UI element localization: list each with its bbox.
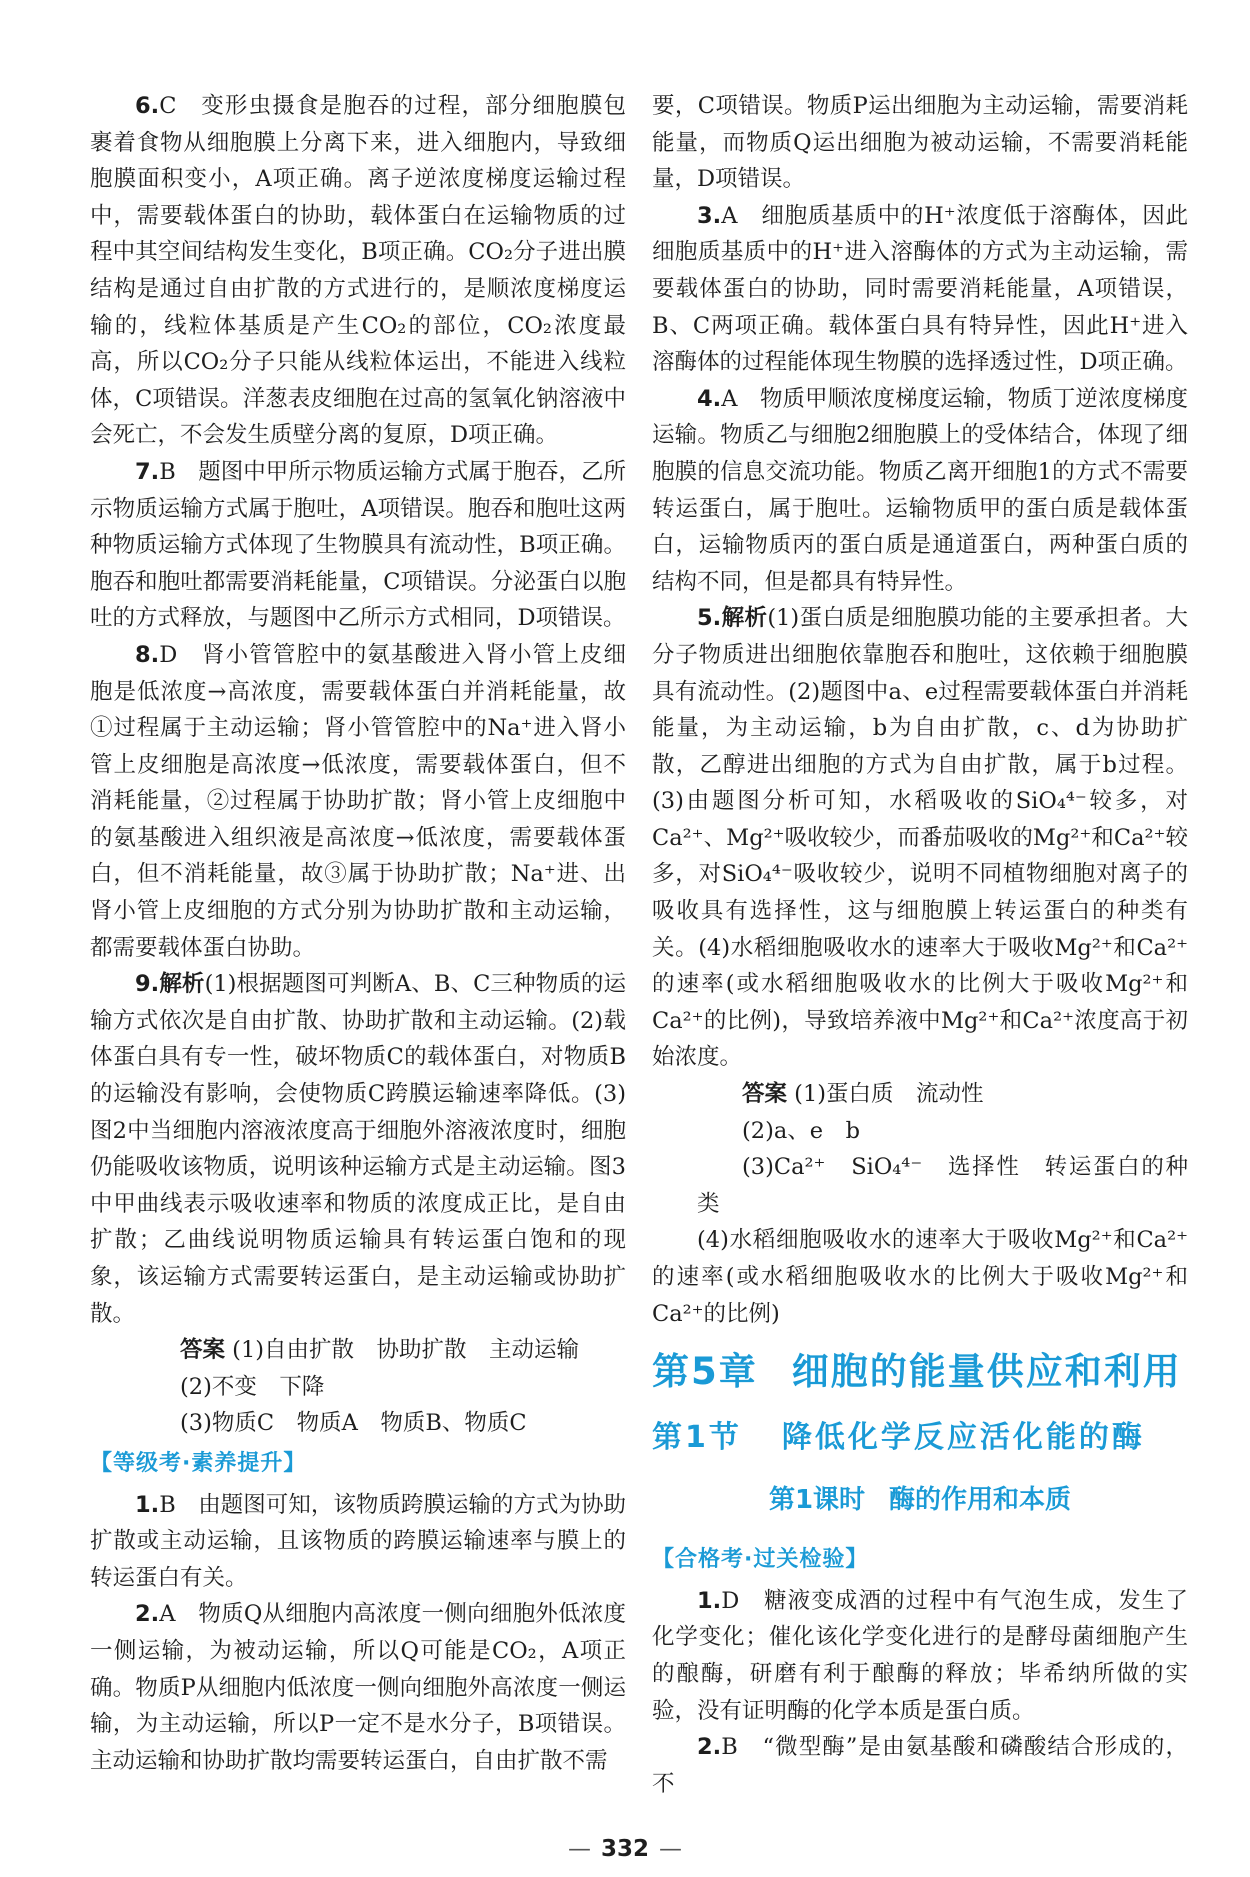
answer-6: 6.C 变形虫摄食是胞吞的过程，部分细胞膜包裹着食物从细胞膜上分离下来，进入细胞内，导致细胞膜面积变小，A项正确。离子逆浓度梯度运输过程中，需要载体蛋白的协助，载体蛋白在运输物质的过程中其空间结构发生变化，B项正确。CO₂分子进出膜结构是通过自由扩散的方式进行的，是顺浓度梯度运输的，线粒体基质是产生CO₂的部位，CO₂浓度最高，所以CO₂分子只能从线粒体运出，不能进入线粒体，C项错误。洋葱表皮细胞在过高的氢氧化钠溶液中会死亡，不会发生质壁分离的复原，D项正确。 (90, 93, 626, 449)
basic-answer-2: 2.B “微型酶”是由氨基酸和磷酸结合形成的，不 (652, 1734, 1188, 1797)
advanced-answer-4: 4.A 物质甲顺浓度梯度运输，物质丁逆浓度梯度运输。物质乙与细胞2细胞膜上的受体结合，体现了细胞膜的信息交流功能。物质乙离开细胞1的方式不需要转运蛋白，属于胞吐。运输物质甲的蛋白质是载体蛋白，运输物质丙的蛋白质是通道蛋白，两种蛋白质的结构不同，但是都具有特异性。 (652, 385, 1188, 595)
answer-5-key-line2: (2)a、e b (742, 1117, 861, 1144)
advanced-answer-1: 1.B 由题图可知，该物质跨膜运输的方式为协助扩散或主动运输，且该物质的跨膜运输速率与膜上的转运蛋白有关。 (90, 1491, 626, 1591)
lesson-heading: 第1课时 酶的作用和本质 (768, 1485, 1072, 1516)
answer-8: 8.D 肾小管管腔中的氨基酸进入肾小管上皮细胞是低浓度→高浓度，需要载体蛋白并消耗能量，故①过程属于主动运输；肾小管管腔中的Na⁺进入肾小管上皮细胞是高浓度→低浓度，需要载体蛋白，但不消耗能量，②过程属于协助扩散；肾小管上皮细胞中的氨基酸进入组织液是高浓度→低浓度，需要载体蛋白，但不消耗能量，故③属于协助扩散；Na⁺进、出肾小管上皮细胞的方式分别为协助扩散和主动运输，都需要载体蛋白协助。 (90, 641, 626, 961)
answer-7: 7.B 题图中甲所示物质运输方式属于胞吞，乙所示物质运输方式属于胞吐，A项错误。胞吞和胞吐这两种物质运输方式体现了生物膜具有流动性，B项正确。胞吞和胞吐都需要消耗能量，C项错误。分泌蛋白以胞吐的方式释放，与题图中乙所示方式相同，D项错误。 (90, 458, 626, 632)
advanced-answer-3: 3.A 细胞质基质中的H⁺浓度低于溶酶体，因此细胞质基质中的H⁺进入溶酶体的方式为主动运输，需要载体蛋白的协助，同时需要消耗能量，A项错误，B、C两项正确。载体蛋白具有特异性，因此H⁺进入溶酶体的过程能体现生物膜的选择透过性，D项正确。 (652, 202, 1188, 376)
answer-9: 9.解析(1)根据题图可判断A、B、C三种物质的运输方式依次是自由扩散、协助扩散和主动运输。(2)载体蛋白具有专一性，破坏物质C的载体蛋白，对物质B的运输没有影响，会使物质C跨膜运输速率降低。(3)图2中当细胞内溶液浓度高于细胞外溶液浓度时，细胞仍能吸收该物质，说明该种运输方式是主动运输。图3中甲曲线表示吸收速率和物质的浓度成正比，是自由扩散；乙曲线说明物质运输具有转运蛋白饱和的现象，该运输方式需要转运蛋白，是主动运输或协助扩散。 (90, 971, 626, 1327)
footer-dash-right: — (659, 1836, 682, 1862)
advanced-answer-5: 5.解析(1)蛋白质是细胞膜功能的主要承担者。大分子物质进出细胞依靠胞吞和胞吐，这依赖于细胞膜具有流动性。(2)题图中a、e过程需要载体蛋白并消耗能量，为主动运输，b为自由扩散，c、d为协助扩散，乙醇进出细胞的方式为自由扩散，属于b过程。(3)由题图分析可知，水稻吸收的SiO₄⁴⁻较多，对Ca²⁺、Mg²⁺吸收较少，而番茄吸收的Mg²⁺和Ca²⁺较多，对SiO₄⁴⁻吸收较少，说明不同植物细胞对离子的吸收具有选择性，这与细胞膜上转运蛋白的种类有关。(4)水稻细胞吸收水的速率大于吸收Mg²⁺和Ca²⁺的速率(或水稻细胞吸收水的比例大于吸收Mg²⁺和Ca²⁺的比例)，导致培养液中Mg²⁺和Ca²⁺浓度高于初始浓度。 (652, 605, 1188, 1071)
advanced-answer-2: 2.A 物质Q从细胞内高浓度一侧向细胞外低浓度一侧运输，为被动运输，所以Q可能是CO₂，A项正确。物质P从细胞内低浓度一侧向细胞外高浓度一侧运输，为主动运输，所以P一定不是水分子，B项错误。主动运输和协助扩散均需要转运蛋白，自由扩散不需 (90, 1601, 626, 1774)
answer-9-key-line3: (3)物质C 物质A 物质B、物质C (180, 1410, 527, 1437)
answer-9-key-line2: (2)不变 下降 (180, 1373, 325, 1400)
answer-5-key-line1: 答案 (1)蛋白质 流动性 (742, 1081, 984, 1108)
answer-5-key-line3: (3)Ca²⁺ SiO₄⁴⁻ 选择性 转运蛋白的种类 (697, 1154, 1188, 1217)
basic-answer-1: 1.D 糖液变成酒的过程中有气泡生成，发生了化学变化；催化该化学变化进行的是酵母菌细胞产生的酿酶，研磨有利于酿酶的释放；毕希纳所做的实验，没有证明酶的化学本质是蛋白质。 (652, 1587, 1188, 1724)
page-footer: — 332 — (567, 1836, 682, 1862)
answer-5-key-line4: (4)水稻细胞吸收水的速率大于吸收Mg²⁺和Ca²⁺的速率(或水稻细胞吸收水的比例大于吸收Mg²⁺和Ca²⁺的比例) (652, 1227, 1188, 1327)
section-heading: 第1节 降低化学反应活化能的酶 (652, 1420, 1145, 1456)
chapter-heading: 第5章 细胞的能量供应和利用 (652, 1350, 1182, 1394)
right-column (652, 88, 1188, 1802)
advanced-answer-2-continued: 要，C项错误。物质P运出细胞为主动运输，需要消耗能量，而物质Q运出细胞为被动运输，不需要消耗能量，D项错误。 (652, 93, 1188, 193)
section-title-advanced: 【等级考·素养提升】 (90, 1450, 307, 1476)
section-title-basic: 【合格考·过关检验】 (652, 1547, 869, 1573)
page-number: 332 (600, 1836, 649, 1862)
answer-9-key-line1: 答案 (1)自由扩散 协助扩散 主动运输 (180, 1337, 580, 1364)
left-column (90, 88, 626, 1779)
